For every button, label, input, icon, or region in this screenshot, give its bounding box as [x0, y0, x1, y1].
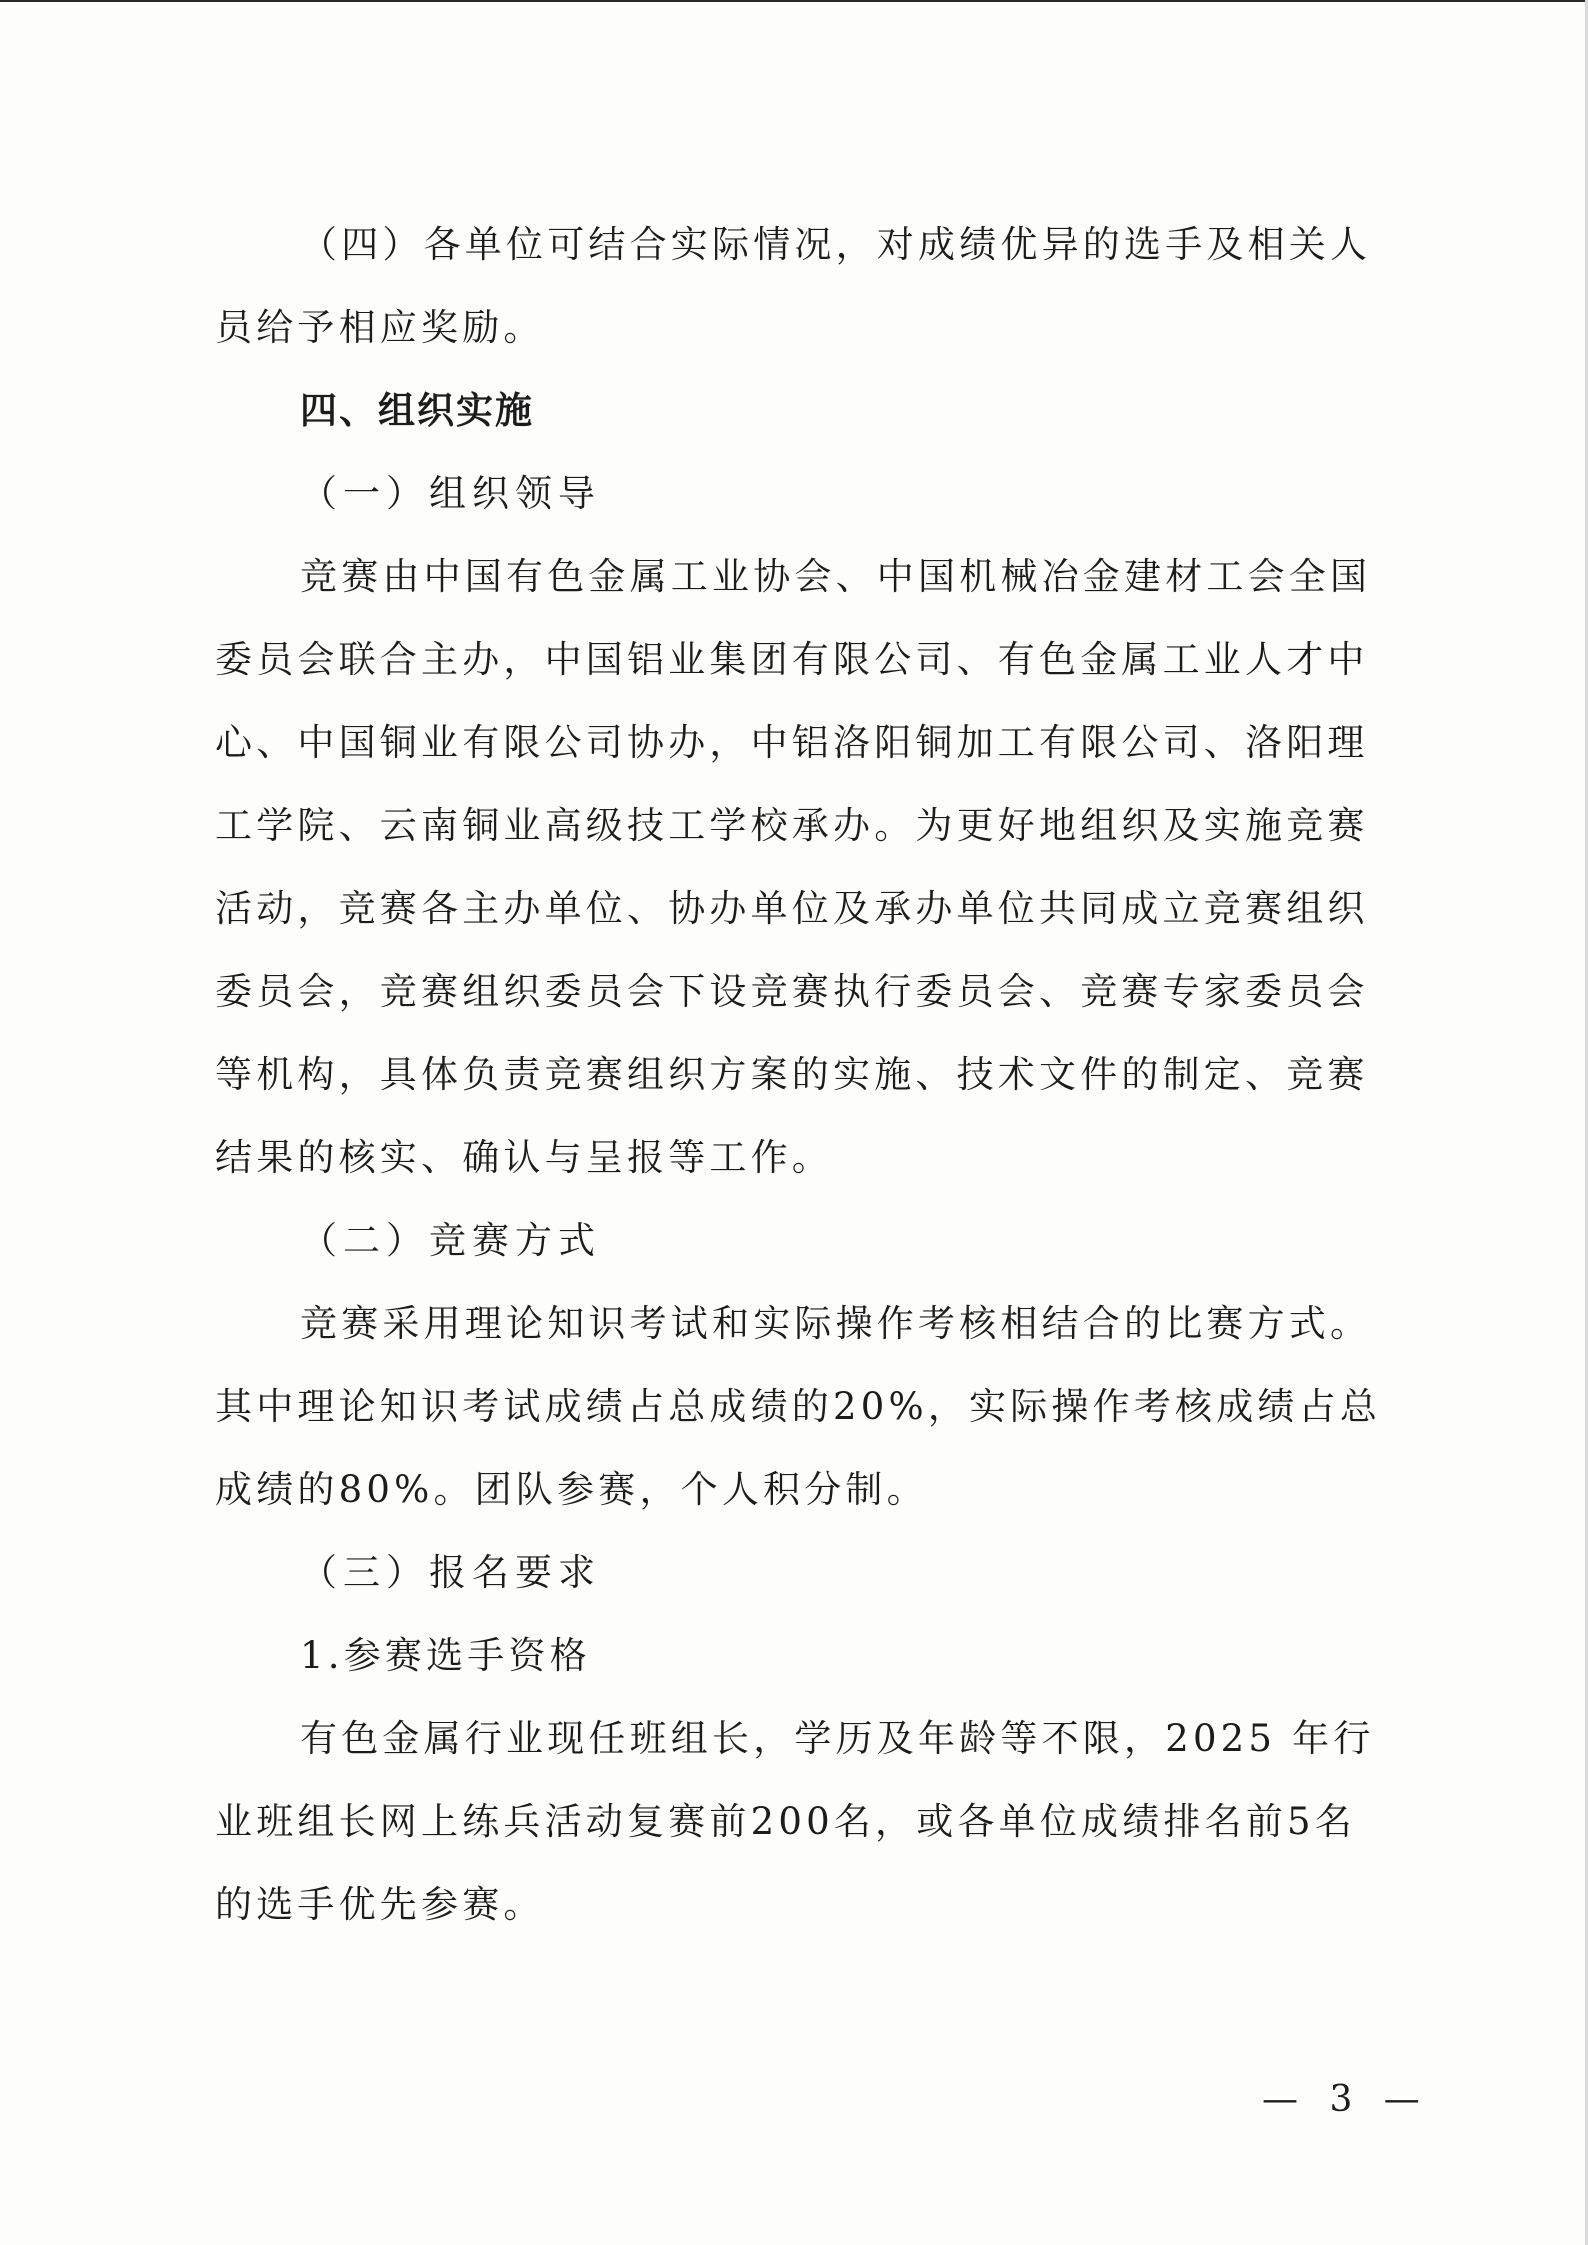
page-number: — 3 —	[1262, 2079, 1430, 2120]
paragraph-line: 活动，竞赛各主办单位、协办单位及承办单位共同成立竞赛组织	[215, 887, 1369, 930]
paragraph-line: 委员会，竞赛组织委员会下设竞赛执行委员会、竞赛专家委员会	[215, 970, 1369, 1013]
paragraph-line: 有色金属行业现任班组长，学历及年龄等不限，2025 年行	[300, 1717, 1375, 1760]
section-heading: 四、组织实施	[300, 389, 534, 432]
paragraph-line: 其中理论知识考试成绩占总成绩的20%，实际操作考核成绩占总	[215, 1385, 1382, 1428]
paragraph-line: 成绩的80%。团队参赛，个人积分制。	[215, 1468, 928, 1511]
paragraph-line: 的选手优先参赛。	[215, 1883, 545, 1926]
paragraph-line: 竞赛采用理论知识考试和实际操作考核相结合的比赛方式。	[300, 1302, 1372, 1345]
paragraph-line: 结果的核实、确认与呈报等工作。	[215, 1136, 833, 1179]
paragraph-line: 等机构，具体负责竞赛组织方案的实施、技术文件的制定、竞赛	[215, 1053, 1369, 1096]
subsection-heading: （一）组织领导	[300, 472, 601, 515]
paragraph-line: 委员会联合主办，中国铝业集团有限公司、有色金属工业人才中	[215, 638, 1369, 681]
paragraph-line: 工学院、云南铜业高级技工学校承办。为更好地组织及实施竞赛	[215, 804, 1369, 847]
list-item-heading: 1.参赛选手资格	[300, 1634, 591, 1677]
paragraph-line: 员给予相应奖励。	[215, 306, 545, 349]
paragraph-line: 业班组长网上练兵活动复赛前200名，或各单位成绩排名前5名	[215, 1800, 1356, 1843]
scan-top-edge	[0, 0, 1588, 2]
paragraph-line: 竞赛由中国有色金属工业协会、中国机械冶金建材工会全国	[300, 555, 1372, 598]
paragraph-line: （四）各单位可结合实际情况，对成绩优异的选手及相关人	[300, 223, 1372, 266]
subsection-heading: （二）竞赛方式	[300, 1219, 601, 1262]
subsection-heading: （三）报名要求	[300, 1551, 601, 1594]
paragraph-line: 心、中国铜业有限公司协办，中铝洛阳铜加工有限公司、洛阳理	[215, 721, 1369, 764]
